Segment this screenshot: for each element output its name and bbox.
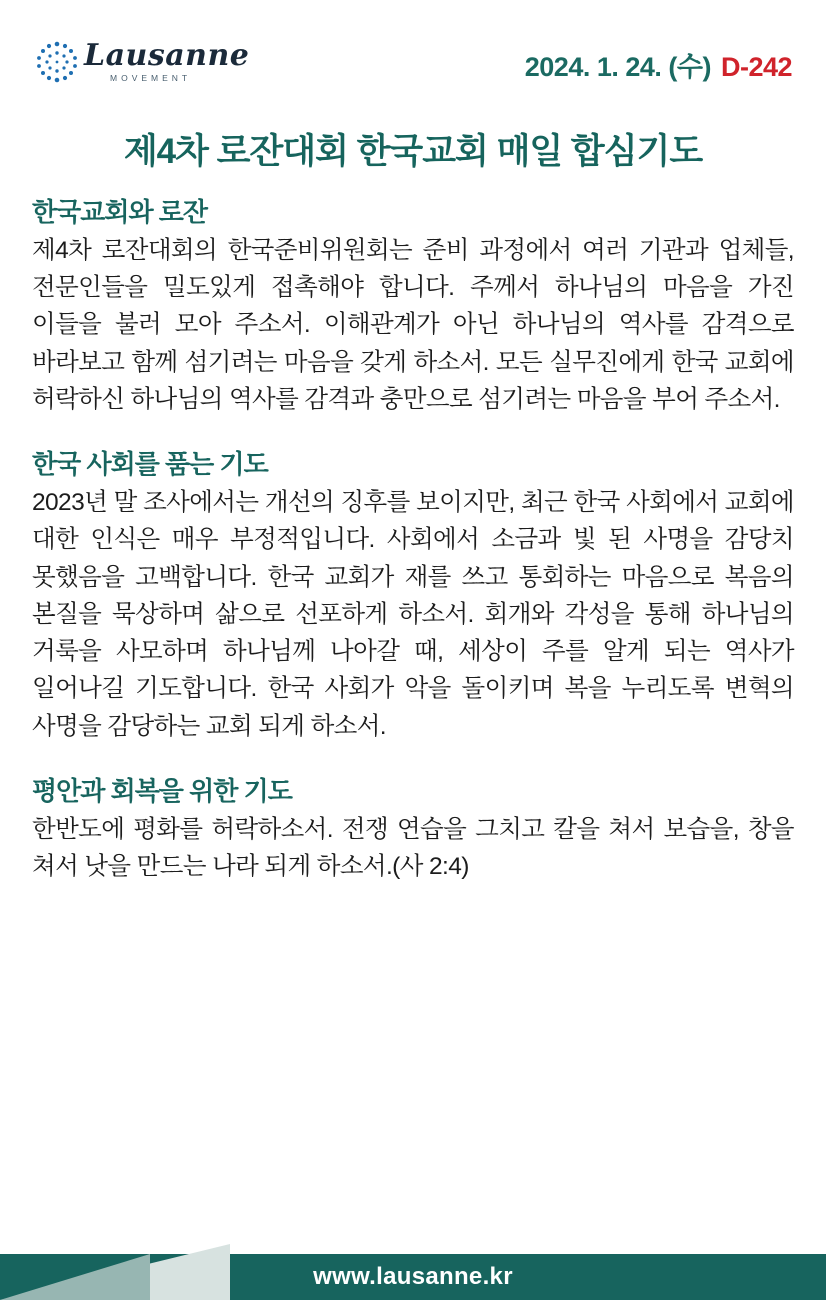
prayer-section	[32, 771, 794, 885]
page-title: 제4차 로잔대회 한국교회 매일 합심기도	[123, 132, 703, 171]
logo-text	[84, 38, 250, 84]
logo-tagline: MOVEMENT	[110, 73, 192, 84]
section-heading: 한국 사회를 품는 기도	[32, 449, 268, 480]
date-text: 2024. 1. 24. (수)	[524, 51, 711, 82]
date-block	[525, 45, 792, 84]
page-header	[0, 0, 826, 118]
section-body: 2023년 말 조사에서는 개선의 징후를 보이지만, 최근 한국 사회에서 교회에 대한 인식은 매우 부정적입니다. 사회에서 소금과 빛 된 사명을 감당치 못했음을 고백합니다. 한국 교회가 재를 쓰고 통회하는 마음으로 복음의 본질을 묵상하며 삶으로 선포하게 하소서. 회개와 각성을 통해 하나님의 거룩을 사모하며 하나님께 나아갈 때, 세상이 주를 알게 되는 역사가 일어나길 기도합니다. 한국 사회가 악을 돌이키며 복을 누리도록 변혁의 사명을 감당하는 교회 되게 하소서.	[32, 489, 794, 740]
section-heading: 한국교회와 로잔	[32, 197, 208, 227]
section-heading: 평안과 회복을 위한 기도	[32, 775, 292, 806]
section-body: 한반도에 평화를 허락하소서. 전쟁 연습을 그치고 칼을 쳐서 보습을, 창을 쳐서 낫을 만드는 나라 되게 하소서.(사 2:4)	[32, 815, 794, 881]
section-body: 제4차 로잔대회의 한국준비위원회는 준비 과정에서 여러 기관과 업체들, 전문인들을 밀도있게 접촉해야 합니다. 주께서 하나님의 마음을 가진 이들을 불러 모아 주소서. 이해관계가 아닌 하나님의 역사를 감격으로 바라보고 함께 섬기려는 마음을 갖게 하소서. 모든 실무진에게 한국 교회에 허락하신 하나님의 역사를 감격과 충만으로 섬기려는 마음을 부어 주소서.	[32, 237, 794, 413]
prayer-section	[32, 444, 794, 745]
page-footer	[0, 1244, 826, 1300]
dday-badge: D-242	[720, 51, 792, 82]
footer-website-link[interactable]: www.lausanne.kr	[313, 1263, 513, 1290]
logo-wordmark: Lausanne	[84, 38, 250, 74]
lausanne-dots-logo-icon	[34, 39, 80, 85]
prayer-section	[32, 192, 794, 418]
logo	[34, 39, 249, 85]
prayer-sections	[0, 192, 826, 885]
